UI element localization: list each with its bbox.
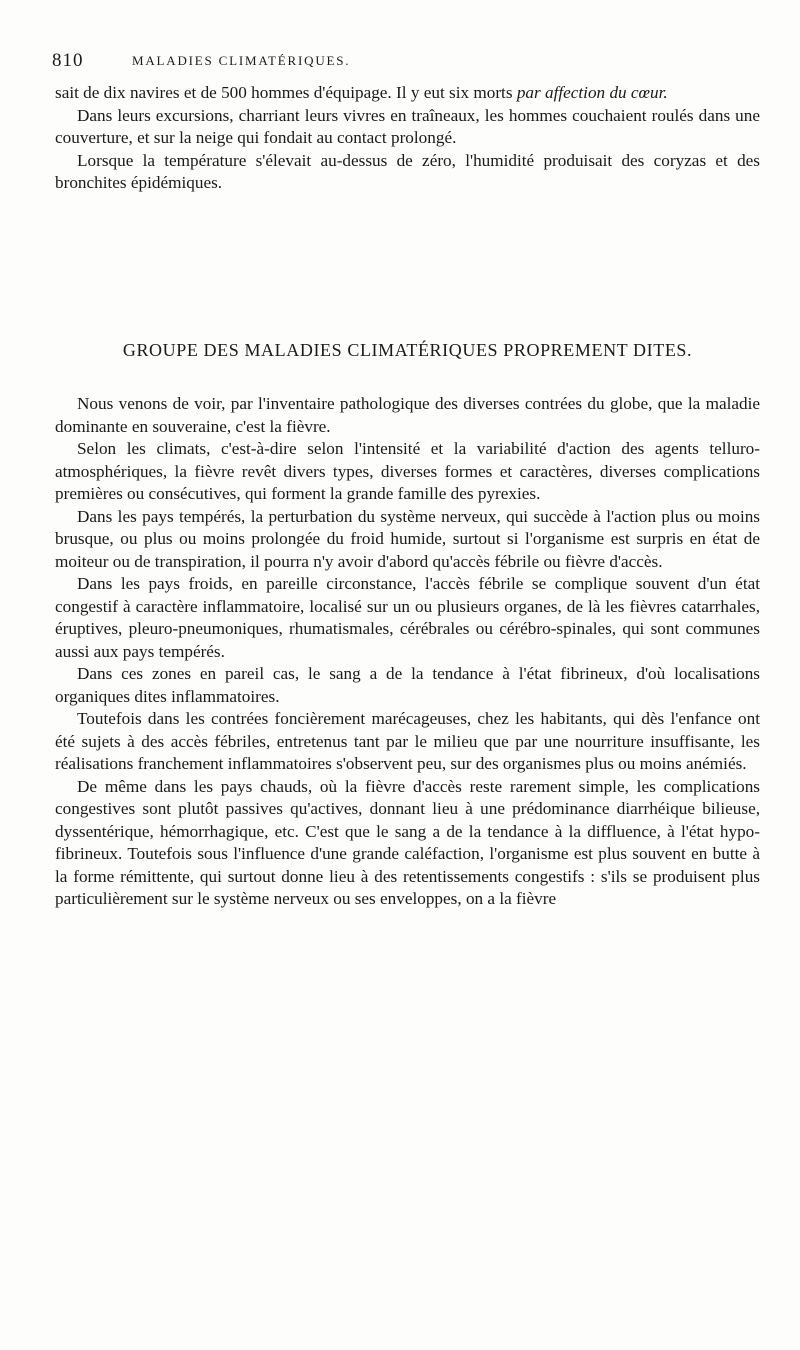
- section-paragraph-6: Toutefois dans les contrées foncièrement marécageuses, chez les habitants, qui dès l'enfance ont été sujets à des accès fébriles, entretenus tant par le milieu que par une nourriture insuffisante, les réalisations franchement inflammatoires s'observent peu, sur des organismes plus ou moins anémiés.: [55, 709, 760, 773]
- section-paragraph-7: De même dans les pays chauds, où la fièvre d'accès reste rarement simple, les complications congestives sont plutôt passives qu'actives, donnant lieu à une prédominance diarrhéique bilieuse, dyssentérique, hémorrhagique, etc. C'est que le sang a de la tendance à la diffluence, à l'état hypo-fibrineux. Toutefois sous l'influence d'une grande caléfaction, l'organisme est plus souvent en butte à la forme rémittente, qui surtout donne lieu à des retentissements congestifs : s'ils se produisent plus particulièrement sur le système nerveux ou ses enveloppes, on a la fièvre: [55, 776, 760, 908]
- intro-paragraph-1-text: sait de dix navires et de 500 hommes d'équipage. Il y eut six morts: [55, 83, 517, 102]
- intro-paragraph-3: Lorsque la température s'élevait au-dessus de zéro, l'humidité produisait des coryzas et des bronchites épidémiques.: [55, 150, 760, 192]
- section-paragraph-4: Dans les pays froids, en pareille circonstance, l'accès fébrile se complique souvent d'un état congestif à caractère inflammatoire, localisé sur un ou plusieurs organes, de là les fièvres catarrhales, éruptives, pleuro-pneumoniques, rhumatismales, cérébrales ou cérébro-spinales, qui sont communes aussi aux pays tempérés.: [55, 574, 760, 661]
- section-paragraph-1: Nous venons de voir, par l'inventaire pathologique des diverses contrées du globe, que la maladie dominante en souveraine, c'est la fièvre.: [55, 394, 760, 436]
- section-heading: GROUPE DES MALADIES CLIMATÉRIQUES PROPREMENT DITES.: [122, 340, 693, 360]
- intro-paragraph-2: Dans leurs excursions, charriant leurs vivres en traîneaux, les hommes couchaient roulés dans une couverture, et sur la neige qui fondait au contact prolongé.: [55, 105, 760, 147]
- section-body: [55, 393, 760, 911]
- running-title: MALADIES CLIMATÉRIQUES.: [132, 53, 351, 68]
- section-paragraph-3: Dans les pays tempérés, la perturbation du système nerveux, qui succède à l'action plus ou moins brusque, ou plus ou moins prolongée du froid humide, surtout si l'organisme est surpris en état de moiteur ou de transpiration, il pourra n'y avoir d'abord qu'accès fébrile ou fièvre d'accès.: [55, 506, 760, 571]
- intro-paragraph-1: [55, 82, 760, 105]
- running-head: [52, 50, 752, 76]
- intro-paragraph-1-emphasis: par affection du cœur.: [516, 83, 668, 102]
- page-number: 810: [52, 50, 84, 71]
- intro-text: [55, 82, 760, 195]
- section-paragraph-2: Selon les climats, c'est-à-dire selon l'intensité et la variabilité d'action des agents telluro-atmosphériques, la fièvre revêt divers types, diverses formes et caractères, diverses complications premières ou consécutives, qui forment la grande famille des pyrexies.: [55, 439, 760, 503]
- section-paragraph-5: Dans ces zones en pareil cas, le sang a de la tendance à l'état fibrineux, d'où localisations organiques dites inflammatoires.: [55, 664, 760, 706]
